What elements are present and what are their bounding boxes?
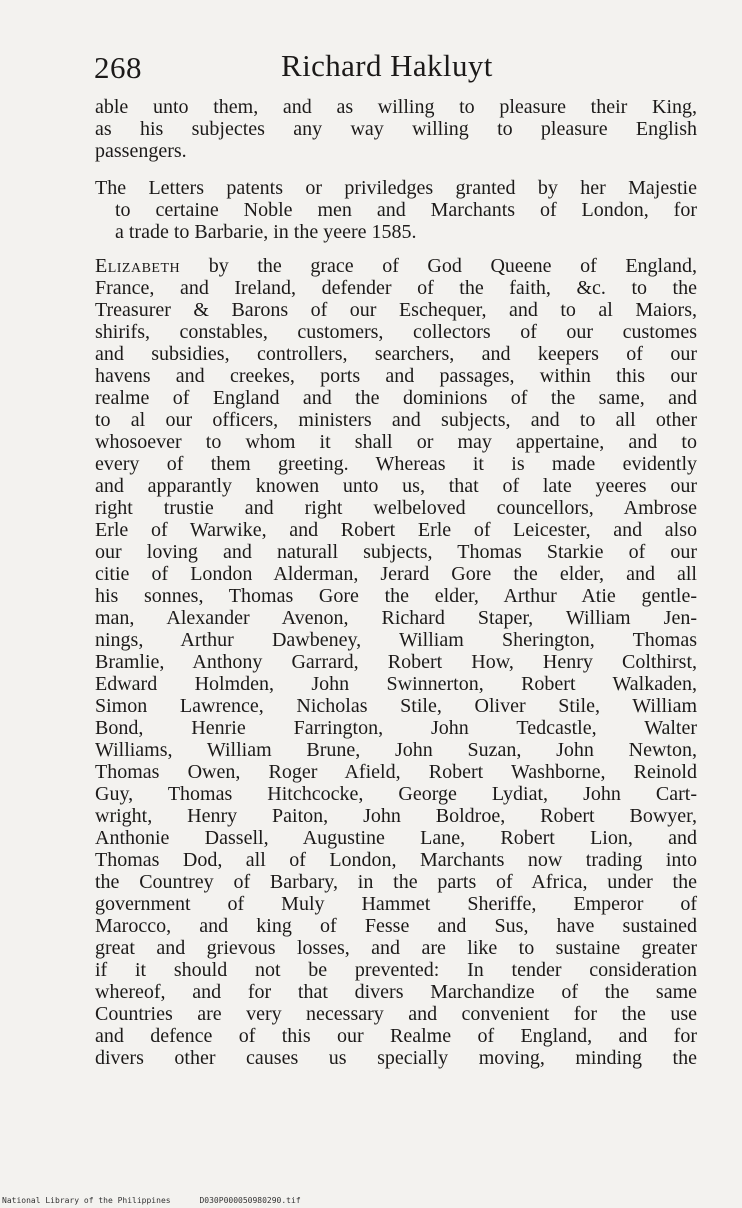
text-line: and apparantly knowen unto us, that of late yeeres our xyxy=(95,475,697,497)
body-text xyxy=(95,96,697,1069)
file-id: D030P000050980290.tif xyxy=(199,1196,301,1205)
heading-line: The Letters patents or priviledges granted by her Majestie xyxy=(95,177,697,199)
text-line: government of Muly Hammet Sheriffe, Emperor of xyxy=(95,893,697,915)
text-line: Williams, William Brune, John Suzan, John Newton, xyxy=(95,739,697,761)
text-line: citie of London Alderman, Jerard Gore the elder, and all xyxy=(95,563,697,585)
paragraph-continued xyxy=(95,96,697,162)
text-line: passengers. xyxy=(95,140,187,162)
text-line: and subsidies, controllers, searchers, and keepers of our xyxy=(95,343,697,365)
text-line: Bond, Henrie Farrington, John Tedcastle, Walter xyxy=(95,717,697,739)
text-line: Marocco, and king of Fesse and Sus, have sustained xyxy=(95,915,697,937)
library-credit: National Library of the Philippines xyxy=(2,1196,171,1205)
heading-line: to certaine Noble men and Marchants of London, for xyxy=(115,199,697,221)
text-line: Thomas Owen, Roger Afield, Robert Washborne, Reinold xyxy=(95,761,697,783)
text-line: havens and creekes, ports and passages, within this our xyxy=(95,365,697,387)
text-line: France, and Ireland, defender of the faith, &c. to the xyxy=(95,277,697,299)
text-line: able unto them, and as willing to pleasure their King, xyxy=(95,96,697,118)
text-line: man, Alexander Avenon, Richard Staper, William Jen- xyxy=(95,607,697,629)
page-header xyxy=(94,44,694,94)
section-heading xyxy=(95,177,697,243)
text-line: Bramlie, Anthony Garrard, Robert How, Henry Colthirst, xyxy=(95,651,697,673)
small-caps-opening: Elizabeth xyxy=(95,255,181,277)
text-line: whosoever to whom it shall or may appertaine, and to xyxy=(95,431,697,453)
text-line: the Countrey of Barbary, in the parts of Africa, under the xyxy=(95,871,697,893)
text-line: great and grievous losses, and are like to sustaine greater xyxy=(95,937,697,959)
text-line: Countries are very necessary and convenient for the use xyxy=(95,1003,697,1025)
text-line: right trustie and right welbeloved councellors, Ambrose xyxy=(95,497,697,519)
text-line: if it should not be prevented: In tender consideration xyxy=(95,959,697,981)
text-line: wright, Henry Paiton, John Boldroe, Robert Bowyer, xyxy=(95,805,697,827)
letters-patent-paragraph xyxy=(95,255,697,1069)
text-line: to al our officers, ministers and subjects, and to all other xyxy=(95,409,697,431)
text-line: nings, Arthur Dawbeney, William Sherington, Thomas xyxy=(95,629,697,651)
text-line: our loving and naturall subjects, Thomas Starkie of our xyxy=(95,541,697,563)
text-line: Erle of Warwike, and Robert Erle of Leicester, and also xyxy=(95,519,697,541)
text-line: Treasurer & Barons of our Eschequer, and to al Maiors, xyxy=(95,299,697,321)
text-line: Anthonie Dassell, Augustine Lane, Robert Lion, and xyxy=(95,827,697,849)
text-line: whereof, and for that divers Marchandize of the same xyxy=(95,981,697,1003)
text-line: Edward Holmden, John Swinnerton, Robert Walkaden, xyxy=(95,673,697,695)
text-line: and defence of this our Realme of England, and for xyxy=(95,1025,697,1047)
text-line: realme of England and the dominions of the same, and xyxy=(95,387,697,409)
text-line: as his subjectes any way willing to pleasure English xyxy=(95,118,697,140)
text-line: his sonnes, Thomas Gore the elder, Arthur Atie gentle- xyxy=(95,585,697,607)
text-line: every of them greeting. Whereas it is made evidently xyxy=(95,453,697,475)
heading-line: a trade to Barbarie, in the yeere 1585. xyxy=(115,221,417,243)
running-title: Richard Hakluyt xyxy=(281,48,493,83)
page-number: 268 xyxy=(94,50,142,85)
scan-footer xyxy=(2,1196,301,1205)
text-line: Elizabeth by the grace of God Queene of England, xyxy=(95,255,697,277)
text-line: Guy, Thomas Hitchcocke, George Lydiat, John Cart- xyxy=(95,783,697,805)
text-line: shirifs, constables, customers, collectors of our customes xyxy=(95,321,697,343)
text-line: divers other causes us specially moving, minding the xyxy=(95,1047,697,1069)
text-line: Simon Lawrence, Nicholas Stile, Oliver Stile, William xyxy=(95,695,697,717)
text-line: Thomas Dod, all of London, Marchants now trading into xyxy=(95,849,697,871)
